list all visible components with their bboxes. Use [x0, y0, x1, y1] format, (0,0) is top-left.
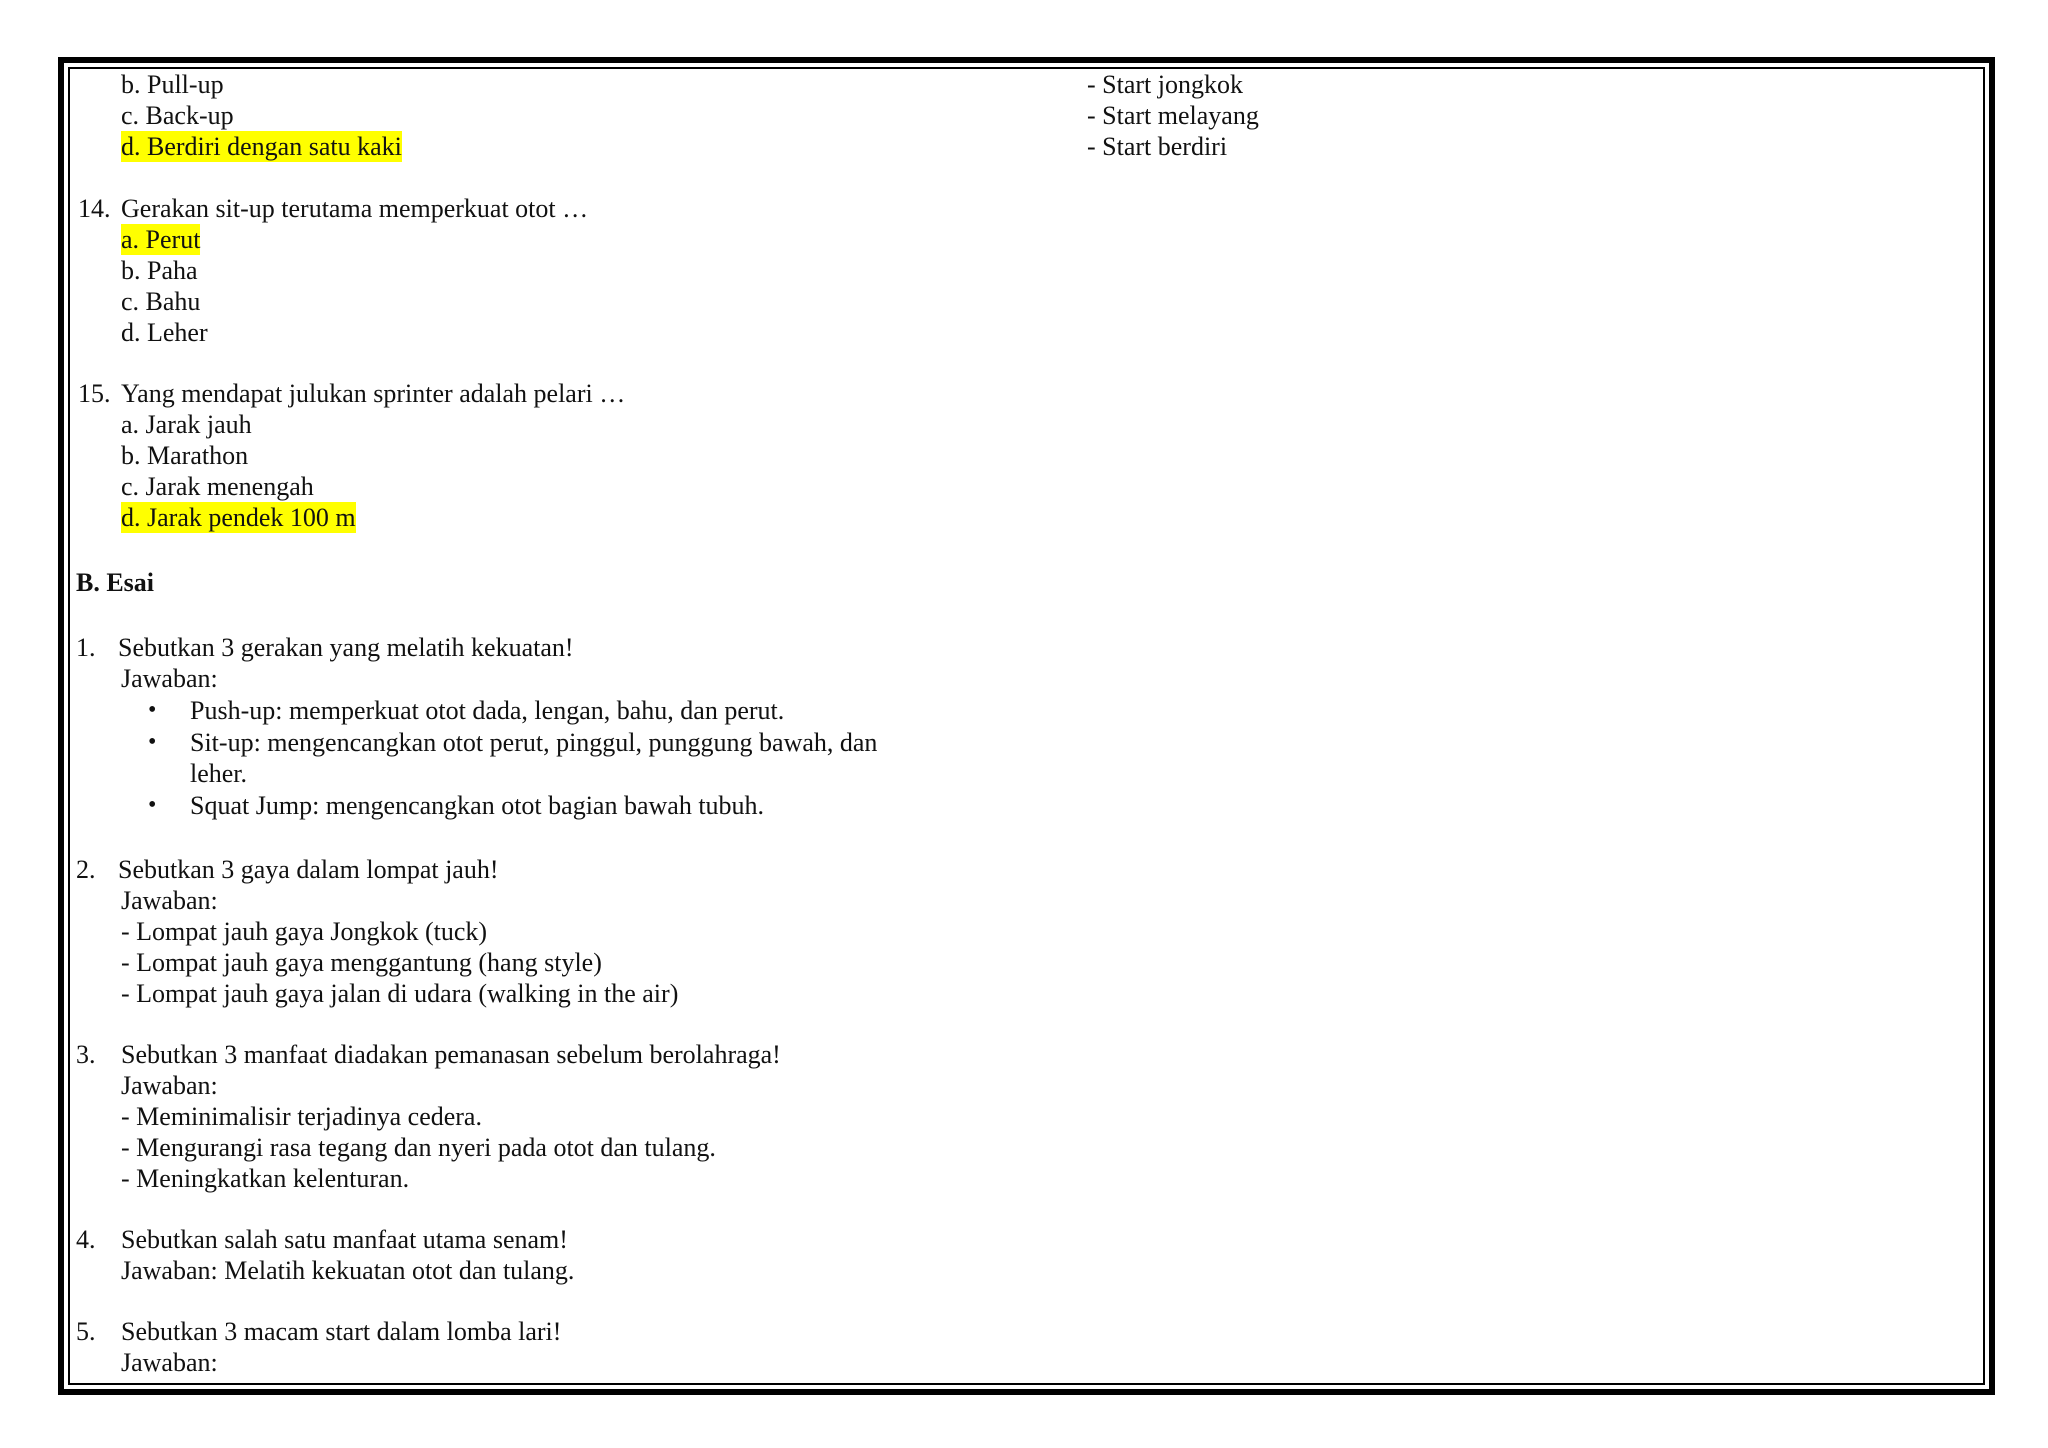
- essay-2-answer-line: - Lompat jauh gaya Jongkok (tuck): [121, 917, 488, 946]
- essay-1-question: Sebutkan 3 gerakan yang melatih kekuatan!: [118, 633, 574, 662]
- q14-option-c: c. Bahu: [121, 287, 201, 316]
- bullet-icon: •: [148, 697, 157, 723]
- essay-3-answer-line: - Mengurangi rasa tegang dan nyeri pada otot dan tulang.: [121, 1133, 716, 1162]
- essay-4-answer: Jawaban: Melatih kekuatan otot dan tulang.: [121, 1256, 575, 1285]
- q13-option-c: c. Back-up: [121, 101, 234, 130]
- q15-option-c: c. Jarak menengah: [121, 472, 314, 501]
- right-column-item: - Start jongkok: [1087, 70, 1243, 99]
- q14-question: Gerakan sit-up terutama memperkuat otot …: [121, 194, 589, 223]
- essay-3-answer-line: - Meningkatkan kelenturan.: [121, 1164, 410, 1193]
- right-column-item: - Start melayang: [1087, 101, 1259, 130]
- q13-option-b: b. Pull-up: [121, 70, 224, 99]
- right-column-item: - Start berdiri: [1087, 132, 1228, 161]
- essay-5-number: 5.: [76, 1317, 96, 1346]
- essay-1-answer-label: Jawaban:: [121, 664, 218, 693]
- q13-option-d-highlighted: d. Berdiri dengan satu kaki: [121, 132, 402, 161]
- q14-option-d: d. Leher: [121, 318, 208, 347]
- bullet-icon: •: [148, 729, 157, 755]
- essay-5-answer-label: Jawaban:: [121, 1348, 218, 1377]
- essay-2-answer-line: - Lompat jauh gaya jalan di udara (walking in the air): [121, 979, 679, 1008]
- section-b-title: B. Esai: [76, 568, 155, 597]
- bullet-icon: •: [148, 792, 157, 818]
- q14-option-b: b. Paha: [121, 256, 198, 285]
- essay-4-number: 4.: [76, 1225, 96, 1254]
- essay-1-number: 1.: [76, 633, 96, 662]
- essay-2-question: Sebutkan 3 gaya dalam lompat jauh!: [118, 855, 499, 884]
- essay-3-answer-line: - Meminimalisir terjadinya cedera.: [121, 1102, 482, 1131]
- q15-option-b: b. Marathon: [121, 441, 249, 470]
- q14-number: 14.: [78, 194, 111, 223]
- essay-4-question: Sebutkan salah satu manfaat utama senam!: [121, 1225, 568, 1254]
- q15-option-a: a. Jarak jauh: [121, 410, 252, 439]
- q15-question: Yang mendapat julukan sprinter adalah pelari …: [121, 379, 626, 408]
- essay-1-bullet-continuation: leher.: [190, 759, 248, 788]
- essay-1-bullet-item: Squat Jump: mengencangkan otot bagian bawah tubuh.: [190, 791, 765, 820]
- essay-1-bullet-item: Sit-up: mengencangkan otot perut, pinggul, punggung bawah, dan: [190, 728, 878, 757]
- q14-option-a-highlighted: a. Perut: [121, 225, 201, 254]
- essay-1-bullet-item: Push-up: memperkuat otot dada, lengan, bahu, dan perut.: [190, 696, 785, 725]
- essay-2-answer-label: Jawaban:: [121, 886, 218, 915]
- essay-2-number: 2.: [76, 855, 96, 884]
- essay-3-number: 3.: [76, 1040, 96, 1069]
- essay-3-question: Sebutkan 3 manfaat diadakan pemanasan sebelum berolahraga!: [121, 1040, 781, 1069]
- q15-option-d-highlighted: d. Jarak pendek 100 m: [121, 503, 356, 532]
- essay-5-question: Sebutkan 3 macam start dalam lomba lari!: [121, 1317, 562, 1346]
- q15-number: 15.: [78, 379, 111, 408]
- essay-3-answer-label: Jawaban:: [121, 1071, 218, 1100]
- essay-2-answer-line: - Lompat jauh gaya menggantung (hang style): [121, 948, 602, 977]
